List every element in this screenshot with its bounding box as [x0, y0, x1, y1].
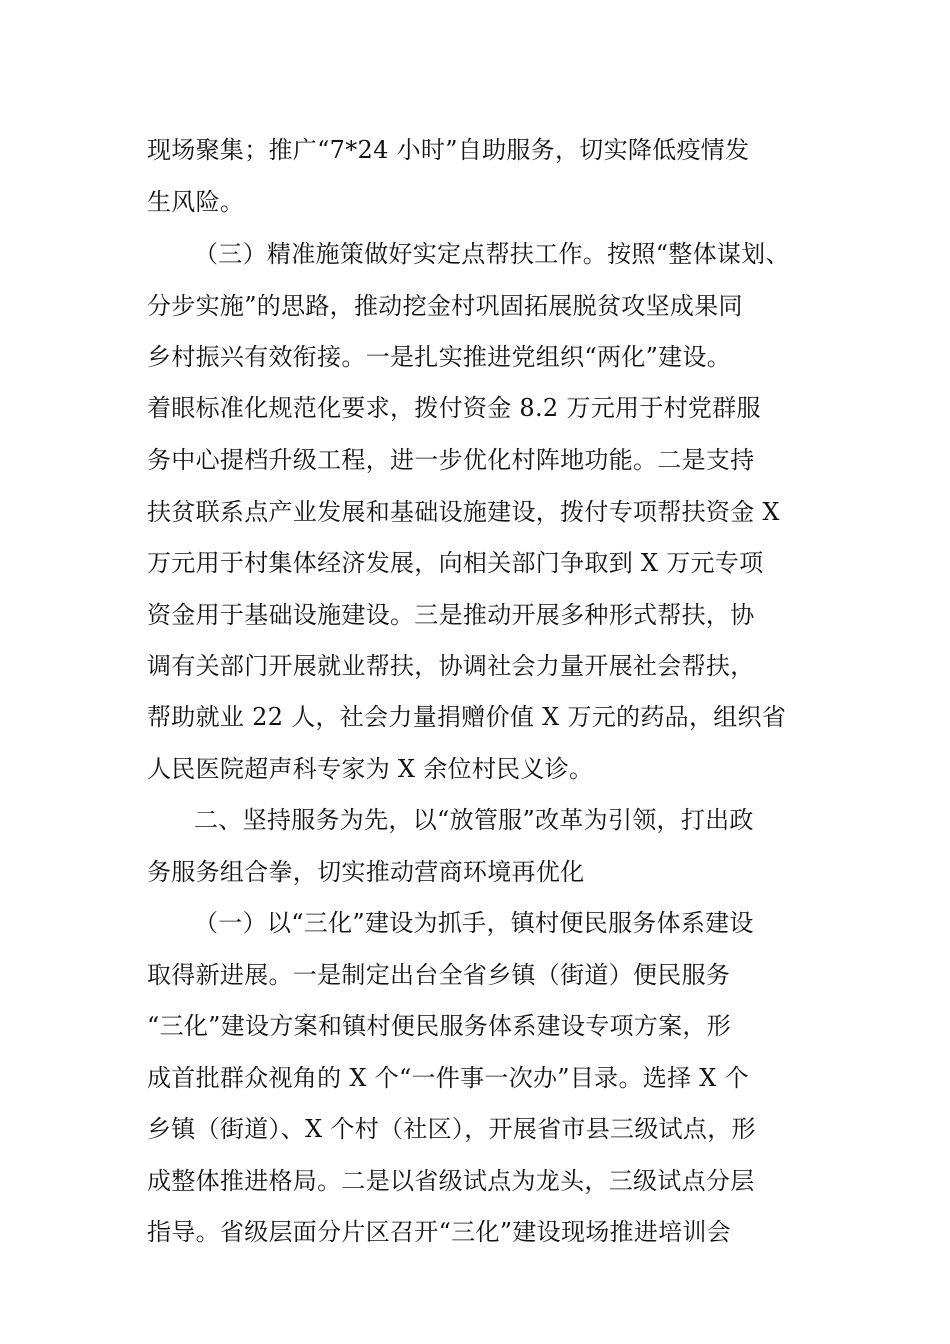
text-line-10: 资金用于基础设施建设。三是推动开展多种形式帮扶，协 — [147, 601, 755, 629]
text-line-7: 务中心提档升级工程，进一步优化村阵地功能。二是支持 — [147, 446, 755, 474]
text-line-13: 人民医院超声科专家为 X 余位村民义诊。 — [147, 755, 594, 783]
text-line-20: 乡镇（街道）、X 个村（社区），开展省市县三级试点，形 — [147, 1115, 756, 1143]
text-line-19: 成首批群众视角的 X 个“一件事一次办”目录。选择 X 个 — [147, 1064, 749, 1092]
text-line-6: 着眼标准化规范化要求，拨付资金 8.2 万元用于村党群服 — [147, 394, 761, 422]
text-line-11: 调有关部门开展就业帮扶，协调社会力量开展社会帮扶， — [147, 652, 755, 680]
text-line-2: 生风险。 — [147, 188, 245, 216]
text-line-3: （三）精准施策做好实定点帮扶工作。按照“整体谋划、 — [194, 240, 790, 268]
text-line-5: 乡村振兴有效衔接。一是扎实推进党组织“两化”建设。 — [147, 343, 732, 371]
text-line-14: 二、坚持服务为先，以“放管服”改革为引领，打出政 — [194, 806, 754, 834]
text-line-16: （一）以“三化”建设为抓手，镇村便民服务体系建设 — [194, 909, 754, 937]
text-line-1: 现场聚集；推广“7*24 小时”自助服务，切实降低疫情发 — [147, 136, 750, 164]
text-line-22: 指导。省级层面分片区召开“三化”建设现场推进培训会 — [147, 1218, 732, 1246]
text-line-18: “三化”建设方案和镇村便民服务体系建设专项方案，形 — [147, 1012, 732, 1040]
text-line-17: 取得新进展。一是制定出台全省乡镇（街道）便民服务 — [147, 961, 731, 989]
text-line-12: 帮助就业 22 人，社会力量捐赠价值 X 万元的药品，组织省 — [147, 703, 787, 731]
text-line-4: 分步实施”的思路，推动挖金村巩固拓展脱贫攻坚成果同 — [147, 292, 743, 320]
text-line-8: 扶贫联系点产业发展和基础设施建设，拨付专项帮扶资金 X — [147, 498, 780, 526]
text-line-9: 万元用于村集体经济发展，向相关部门争取到 X 万元专项 — [147, 549, 764, 577]
text-line-21: 成整体推进格局。二是以省级试点为龙头，三级试点分层 — [147, 1167, 755, 1195]
text-line-15: 务服务组合拳，切实推动营商环境再优化 — [147, 858, 585, 886]
